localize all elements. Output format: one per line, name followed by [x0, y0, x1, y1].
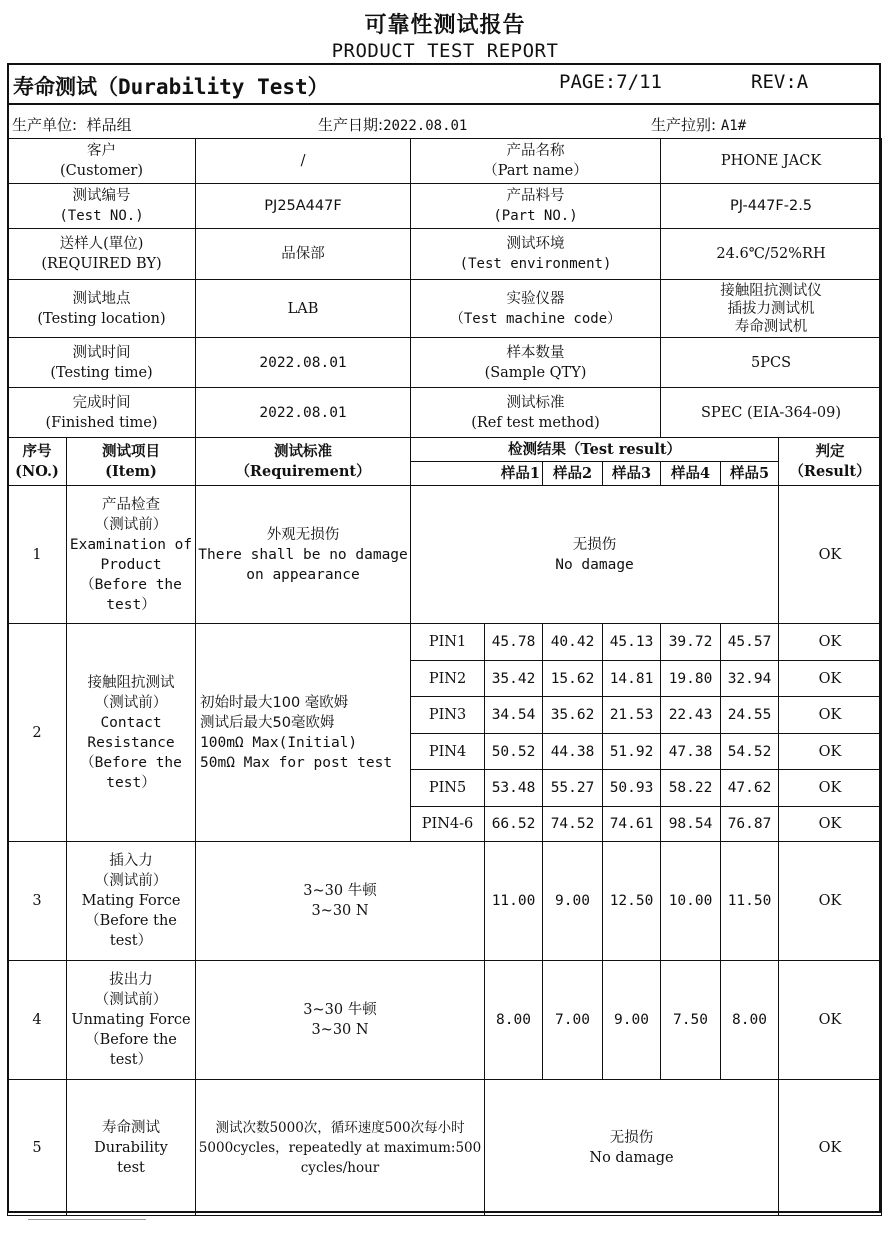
time-label: 测试时间 (Testing time) [8, 338, 196, 388]
pin3-sample-4: 22.43 [661, 697, 721, 734]
pin2-sample-1: 35.42 [485, 661, 543, 697]
pin5-sample-3: 50.93 [603, 770, 661, 807]
test-name-cn: 寿命测试 [13, 75, 97, 99]
test-2-item: 接触阻抗测试 （测试前） Contact Resistance （Before the test） [67, 624, 196, 842]
test-4-sample-2: 7.00 [543, 961, 603, 1080]
test-no-value: PJ25A447F [196, 184, 411, 229]
pin1-sample-4: 39.72 [661, 624, 721, 661]
page-number: PAGE:7/11 [559, 71, 662, 93]
test-3-no: 3 [8, 842, 67, 961]
pin4-6-sample-3: 74.61 [603, 807, 661, 842]
pin5-sample-2: 55.27 [543, 770, 603, 807]
test-3-sample-2: 9.00 [543, 842, 603, 961]
pin-label: PIN1 [411, 624, 485, 661]
pin-label: PIN4 [411, 734, 485, 770]
test-5-result: 无损伤 No damage [485, 1080, 779, 1216]
pin5-sample-1: 53.48 [485, 770, 543, 807]
test-row-5 [8, 1080, 882, 1216]
pin4-sample-1: 50.52 [485, 734, 543, 770]
production-unit-label: 生产单位: [12, 116, 78, 134]
location-label: 测试地点 (Testing location) [8, 280, 196, 338]
pin4-sample-5: 54.52 [721, 734, 779, 770]
col-sample-2: 样品2 [543, 462, 603, 486]
pin3-sample-1: 34.54 [485, 697, 543, 734]
pin1-sample-2: 40.42 [543, 624, 603, 661]
revision: REV:A [751, 71, 809, 93]
production-line-label: 生产拉别: [651, 116, 717, 134]
pin1-sample-1: 45.78 [485, 624, 543, 661]
test-4-sample-5: 8.00 [721, 961, 779, 1080]
test-1-result: 无损伤 No damage [411, 486, 779, 624]
test-4-sample-3: 9.00 [603, 961, 661, 1080]
production-date-value: 2022.08.01 [383, 118, 468, 134]
method-label: 测试标准 (Ref test method) [411, 388, 661, 438]
pin1-judge: OK [779, 624, 882, 661]
pin-label: PIN4-6 [411, 807, 485, 842]
part-no-label: 产品料号 (Part NO.) [411, 184, 661, 229]
pin2-sample-5: 32.94 [721, 661, 779, 697]
test-1-requirement: 外观无损伤 There shall be no damage on appearance [196, 486, 411, 624]
production-line-value: A1# [720, 118, 747, 134]
test-3-judge: OK [779, 842, 882, 961]
required-label: 送样人(單位) (REQUIRED BY) [8, 229, 196, 280]
report-title-en: PRODUCT TEST REPORT [331, 40, 559, 62]
qty-label: 样本数量 (Sample QTY) [411, 338, 661, 388]
detail-row-test-no [8, 184, 882, 229]
pin4-6-sample-5: 76.87 [721, 807, 779, 842]
col-test-result: 检测结果（Test result） [411, 438, 779, 462]
finished-label: 完成时间 (Finished time) [8, 388, 196, 438]
location-value: LAB [196, 280, 411, 338]
pin1-sample-5: 45.57 [721, 624, 779, 661]
pin-label: PIN3 [411, 697, 485, 734]
qty-value: 5PCS [661, 338, 882, 388]
env-label: 测试环境 (Test environment) [411, 229, 661, 280]
test-row-1 [8, 486, 882, 624]
detail-row-location [8, 280, 882, 338]
pin3-judge: OK [779, 697, 882, 734]
detail-row-time [8, 338, 882, 388]
test-4-no: 4 [8, 961, 67, 1080]
method-value: SPEC (EIA-364-09) [661, 388, 882, 438]
pin3-sample-2: 35.62 [543, 697, 603, 734]
pin4-sample-3: 51.92 [603, 734, 661, 770]
test-4-judge: OK [779, 961, 882, 1080]
test-2-row-pin1 [8, 624, 882, 661]
pin4-judge: OK [779, 734, 882, 770]
test-4-sample-4: 7.50 [661, 961, 721, 1080]
test-3-sample-5: 11.50 [721, 842, 779, 961]
test-4-item: 拔出力 （测试前） Unmating Force （Before the test） [67, 961, 196, 1080]
column-header-row-1 [8, 438, 882, 462]
production-date-label: 生产日期: [318, 116, 384, 134]
test-row-4 [8, 961, 882, 1080]
part-name-label: 产品名称 （Part name） [411, 139, 661, 184]
detail-row-required [8, 229, 882, 280]
test-no-label: 测试编号 (Test NO.) [8, 184, 196, 229]
test-3-sample-4: 10.00 [661, 842, 721, 961]
col-sample-4: 样品4 [661, 462, 721, 486]
pin4-6-sample-4: 98.54 [661, 807, 721, 842]
pin-label: PIN2 [411, 661, 485, 697]
production-unit-value: 样品组 [86, 116, 132, 134]
test-name-en: （Durability Test） [97, 75, 329, 99]
col-no: 序号 (NO.) [8, 438, 67, 486]
test-3-sample-1: 11.00 [485, 842, 543, 961]
test-2-requirement: 初始时最大100 毫欧姆 测试后最大50毫欧姆 100mΩ Max(Initial) 50mΩ Max for post test [196, 624, 411, 842]
pin3-sample-5: 24.55 [721, 697, 779, 734]
pin5-sample-5: 47.62 [721, 770, 779, 807]
test-row-3 [8, 842, 882, 961]
pin1-sample-3: 45.13 [603, 624, 661, 661]
col-requirement: 测试标准 （Requirement） [196, 438, 411, 486]
test-4-sample-1: 8.00 [485, 961, 543, 1080]
test-3-item: 插入力 （测试前） Mating Force （Before the test） [67, 842, 196, 961]
time-value: 2022.08.01 [196, 338, 411, 388]
pin-label: PIN5 [411, 770, 485, 807]
report-table [7, 138, 882, 1216]
part-no-value: PJ-447F-2.5 [661, 184, 882, 229]
test-1-item: 产品检查 （测试前） Examination of Product （Before the test） [67, 486, 196, 624]
pin2-sample-3: 14.81 [603, 661, 661, 697]
customer-label: 客户 (Customer) [8, 139, 196, 184]
pin4-6-sample-1: 66.52 [485, 807, 543, 842]
test-2-no: 2 [8, 624, 67, 842]
test-1-judge: OK [779, 486, 882, 624]
test-5-no: 5 [8, 1080, 67, 1216]
machine-label: 实验仪器 （Test machine code） [411, 280, 661, 338]
pin2-judge: OK [779, 661, 882, 697]
footer-rule [28, 1219, 146, 1220]
detail-row-customer [8, 139, 882, 184]
env-value: 24.6℃/52%RH [661, 229, 882, 280]
test-5-requirement: 测试次数5000次，循环速度500次每小时 5000cycles，repeatedly at maximum:500 cycles/hour [196, 1080, 485, 1216]
pin4-sample-2: 44.38 [543, 734, 603, 770]
test-3-sample-3: 12.50 [603, 842, 661, 961]
pin2-sample-2: 15.62 [543, 661, 603, 697]
pin5-judge: OK [779, 770, 882, 807]
detail-row-finished [8, 388, 882, 438]
col-sample-5: 样品5 [721, 462, 779, 486]
report-title-cn: 可靠性测试报告 [364, 13, 526, 38]
test-3-requirement: 3~30 牛顿 3~30 N [196, 842, 485, 961]
customer-value: / [196, 139, 411, 184]
col-sample-3: 样品3 [603, 462, 661, 486]
required-value: 品保部 [196, 229, 411, 280]
pin4-sample-4: 47.38 [661, 734, 721, 770]
col-item: 测试项目 (Item) [67, 438, 196, 486]
pin3-sample-3: 21.53 [603, 697, 661, 734]
test-1-no: 1 [8, 486, 67, 624]
test-4-requirement: 3~30 牛顿 3~30 N [196, 961, 485, 1080]
col-judge: 判定 （Result） [779, 438, 882, 486]
finished-value: 2022.08.01 [196, 388, 411, 438]
test-5-item: 寿命测试 Durability test [67, 1080, 196, 1216]
col-sample-1: 样品1 [411, 462, 543, 486]
test-5-judge: OK [779, 1080, 882, 1216]
pin5-sample-4: 58.22 [661, 770, 721, 807]
pin2-sample-4: 19.80 [661, 661, 721, 697]
pin4-6-judge: OK [779, 807, 882, 842]
pin4-6-sample-2: 74.52 [543, 807, 603, 842]
machine-value: 接触阻抗测试仪 插拔力测试机 寿命测试机 [661, 280, 882, 338]
part-name-value: PHONE JACK [661, 139, 882, 184]
